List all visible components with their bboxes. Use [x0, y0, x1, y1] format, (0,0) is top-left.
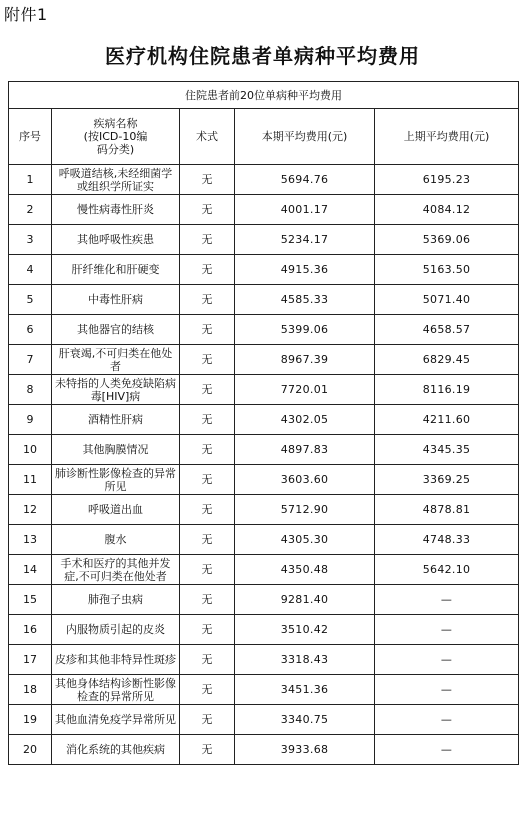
- row-disease: 呼吸道结核,未经细菌学或组织学所证实: [52, 165, 180, 195]
- table-row: [9, 645, 519, 675]
- row-surgery: 无: [180, 285, 235, 315]
- row-current-cost: 8967.39: [235, 345, 375, 375]
- table-row: [9, 705, 519, 735]
- row-surgery: 无: [180, 705, 235, 735]
- row-index: 17: [9, 645, 52, 675]
- row-current-cost: 4585.33: [235, 285, 375, 315]
- row-previous-cost: —: [375, 735, 519, 765]
- row-previous-cost: 4748.33: [375, 525, 519, 555]
- row-index: 9: [9, 405, 52, 435]
- row-surgery: 无: [180, 375, 235, 405]
- table-caption: 住院患者前20位单病种平均费用: [9, 82, 519, 109]
- row-disease: 其他器官的结核: [52, 315, 180, 345]
- row-disease: 肝纤维化和肝硬变: [52, 255, 180, 285]
- row-surgery: 无: [180, 315, 235, 345]
- row-disease: 中毒性肝病: [52, 285, 180, 315]
- row-index: 12: [9, 495, 52, 525]
- row-previous-cost: 6829.45: [375, 345, 519, 375]
- row-index: 3: [9, 225, 52, 255]
- row-current-cost: 4915.36: [235, 255, 375, 285]
- row-current-cost: 3451.36: [235, 675, 375, 705]
- row-previous-cost: —: [375, 705, 519, 735]
- table-row: [9, 405, 519, 435]
- row-current-cost: 5694.76: [235, 165, 375, 195]
- row-surgery: 无: [180, 735, 235, 765]
- row-index: 5: [9, 285, 52, 315]
- row-previous-cost: 5163.50: [375, 255, 519, 285]
- row-surgery: 无: [180, 585, 235, 615]
- row-previous-cost: 5369.06: [375, 225, 519, 255]
- row-disease: 肺孢子虫病: [52, 585, 180, 615]
- row-current-cost: 5234.17: [235, 225, 375, 255]
- table-row: [9, 195, 519, 225]
- row-index: 11: [9, 465, 52, 495]
- table-row: [9, 345, 519, 375]
- row-current-cost: 4897.83: [235, 435, 375, 465]
- row-previous-cost: —: [375, 675, 519, 705]
- row-index: 6: [9, 315, 52, 345]
- table-row: [9, 555, 519, 585]
- header-current-cost: 本期平均费用(元): [235, 109, 375, 165]
- row-previous-cost: 4211.60: [375, 405, 519, 435]
- row-previous-cost: —: [375, 585, 519, 615]
- row-current-cost: 9281.40: [235, 585, 375, 615]
- header-previous-cost: 上期平均费用(元): [375, 109, 519, 165]
- header-disease: 疾病名称 (按ICD-10编 码分类): [52, 109, 180, 165]
- table-row: [9, 435, 519, 465]
- row-previous-cost: 3369.25: [375, 465, 519, 495]
- row-index: 4: [9, 255, 52, 285]
- row-surgery: 无: [180, 615, 235, 645]
- table-row: [9, 675, 519, 705]
- row-current-cost: 4302.05: [235, 405, 375, 435]
- row-current-cost: 3318.43: [235, 645, 375, 675]
- row-index: 13: [9, 525, 52, 555]
- row-surgery: 无: [180, 165, 235, 195]
- table-row: [9, 615, 519, 645]
- row-index: 18: [9, 675, 52, 705]
- header-index: 序号: [9, 109, 52, 165]
- row-disease: 未特指的人类免疫缺陷病毒[HIV]病: [52, 375, 180, 405]
- table-row: [9, 375, 519, 405]
- header-surgery: 术式: [180, 109, 235, 165]
- table-row: [9, 225, 519, 255]
- row-disease: 手术和医疗的其他并发症,不可归类在他处者: [52, 555, 180, 585]
- row-previous-cost: 4658.57: [375, 315, 519, 345]
- row-surgery: 无: [180, 345, 235, 375]
- row-surgery: 无: [180, 405, 235, 435]
- row-surgery: 无: [180, 555, 235, 585]
- row-disease: 其他身体结构诊断性影像检查的异常所见: [52, 675, 180, 705]
- row-current-cost: 4305.30: [235, 525, 375, 555]
- row-current-cost: 3340.75: [235, 705, 375, 735]
- table-row: [9, 315, 519, 345]
- row-index: 19: [9, 705, 52, 735]
- row-previous-cost: 4084.12: [375, 195, 519, 225]
- row-current-cost: 3603.60: [235, 465, 375, 495]
- row-current-cost: 4350.48: [235, 555, 375, 585]
- row-surgery: 无: [180, 525, 235, 555]
- table-row: [9, 255, 519, 285]
- row-index: 7: [9, 345, 52, 375]
- row-disease: 其他胸膜情况: [52, 435, 180, 465]
- row-previous-cost: 8116.19: [375, 375, 519, 405]
- row-current-cost: 4001.17: [235, 195, 375, 225]
- row-disease: 内服物质引起的皮炎: [52, 615, 180, 645]
- row-previous-cost: 5071.40: [375, 285, 519, 315]
- table-row: [9, 465, 519, 495]
- row-surgery: 无: [180, 255, 235, 285]
- attachment-label: 附件1: [4, 5, 48, 24]
- row-surgery: 无: [180, 465, 235, 495]
- row-disease: 肝衰竭,不可归类在他处者: [52, 345, 180, 375]
- row-surgery: 无: [180, 195, 235, 225]
- table-row: [9, 735, 519, 765]
- row-index: 8: [9, 375, 52, 405]
- table-caption-row: [9, 82, 519, 109]
- row-index: 14: [9, 555, 52, 585]
- row-disease: 酒精性肝病: [52, 405, 180, 435]
- row-current-cost: 5399.06: [235, 315, 375, 345]
- document-title: 医疗机构住院患者单病种平均费用: [105, 44, 420, 68]
- row-surgery: 无: [180, 645, 235, 675]
- row-current-cost: 7720.01: [235, 375, 375, 405]
- row-index: 20: [9, 735, 52, 765]
- row-previous-cost: —: [375, 615, 519, 645]
- row-surgery: 无: [180, 675, 235, 705]
- row-previous-cost: —: [375, 645, 519, 675]
- row-index: 16: [9, 615, 52, 645]
- row-disease: 慢性病毒性肝炎: [52, 195, 180, 225]
- row-index: 10: [9, 435, 52, 465]
- row-disease: 腹水: [52, 525, 180, 555]
- row-disease: 消化系统的其他疾病: [52, 735, 180, 765]
- row-surgery: 无: [180, 495, 235, 525]
- table-row: [9, 165, 519, 195]
- row-current-cost: 3510.42: [235, 615, 375, 645]
- row-current-cost: 3933.68: [235, 735, 375, 765]
- cost-table: [8, 81, 519, 765]
- row-previous-cost: 6195.23: [375, 165, 519, 195]
- row-index: 15: [9, 585, 52, 615]
- row-previous-cost: 5642.10: [375, 555, 519, 585]
- row-disease: 其他血清免疫学异常所见: [52, 705, 180, 735]
- row-previous-cost: 4345.35: [375, 435, 519, 465]
- row-previous-cost: 4878.81: [375, 495, 519, 525]
- row-disease: 呼吸道出血: [52, 495, 180, 525]
- row-surgery: 无: [180, 435, 235, 465]
- row-current-cost: 5712.90: [235, 495, 375, 525]
- row-surgery: 无: [180, 225, 235, 255]
- row-index: 2: [9, 195, 52, 225]
- table-row: [9, 525, 519, 555]
- table-row: [9, 285, 519, 315]
- table-row: [9, 495, 519, 525]
- row-index: 1: [9, 165, 52, 195]
- row-disease: 皮疹和其他非特异性斑疹: [52, 645, 180, 675]
- row-disease: 肺诊断性影像检查的异常所见: [52, 465, 180, 495]
- row-disease: 其他呼吸性疾患: [52, 225, 180, 255]
- table-header-row: [9, 109, 519, 165]
- table-row: [9, 585, 519, 615]
